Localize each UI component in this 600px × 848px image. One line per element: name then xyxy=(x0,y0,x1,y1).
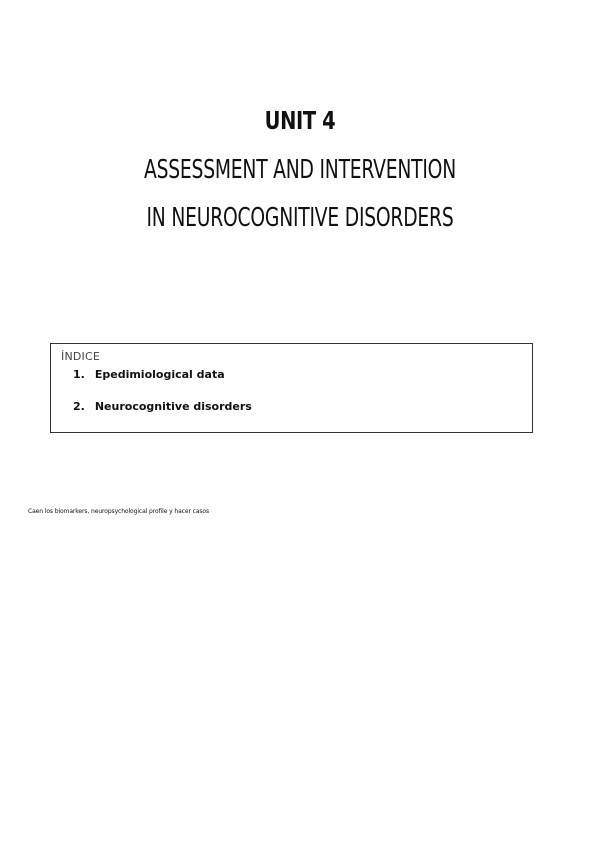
index-box xyxy=(50,343,533,433)
index-item-number: 1. xyxy=(73,368,85,381)
handwritten-note: Caen los biomarkers, neuropsychological profile y hacer casos xyxy=(28,508,210,515)
index-item-number: 2. xyxy=(73,400,85,413)
index-item xyxy=(73,399,252,415)
index-list xyxy=(73,367,252,415)
index-item-label: Epedimiological data xyxy=(94,368,225,381)
index-item-label: Neurocognitive disorders xyxy=(94,400,252,413)
unit-title: UNIT 4 xyxy=(264,106,336,135)
title-line-2: IN NEUROCOGNITIVE DISORDERS xyxy=(146,203,454,233)
index-heading: ÍNDICE xyxy=(61,350,101,363)
title-line-1: ASSESSMENT AND INTERVENTION xyxy=(144,155,456,185)
index-item xyxy=(73,367,252,383)
